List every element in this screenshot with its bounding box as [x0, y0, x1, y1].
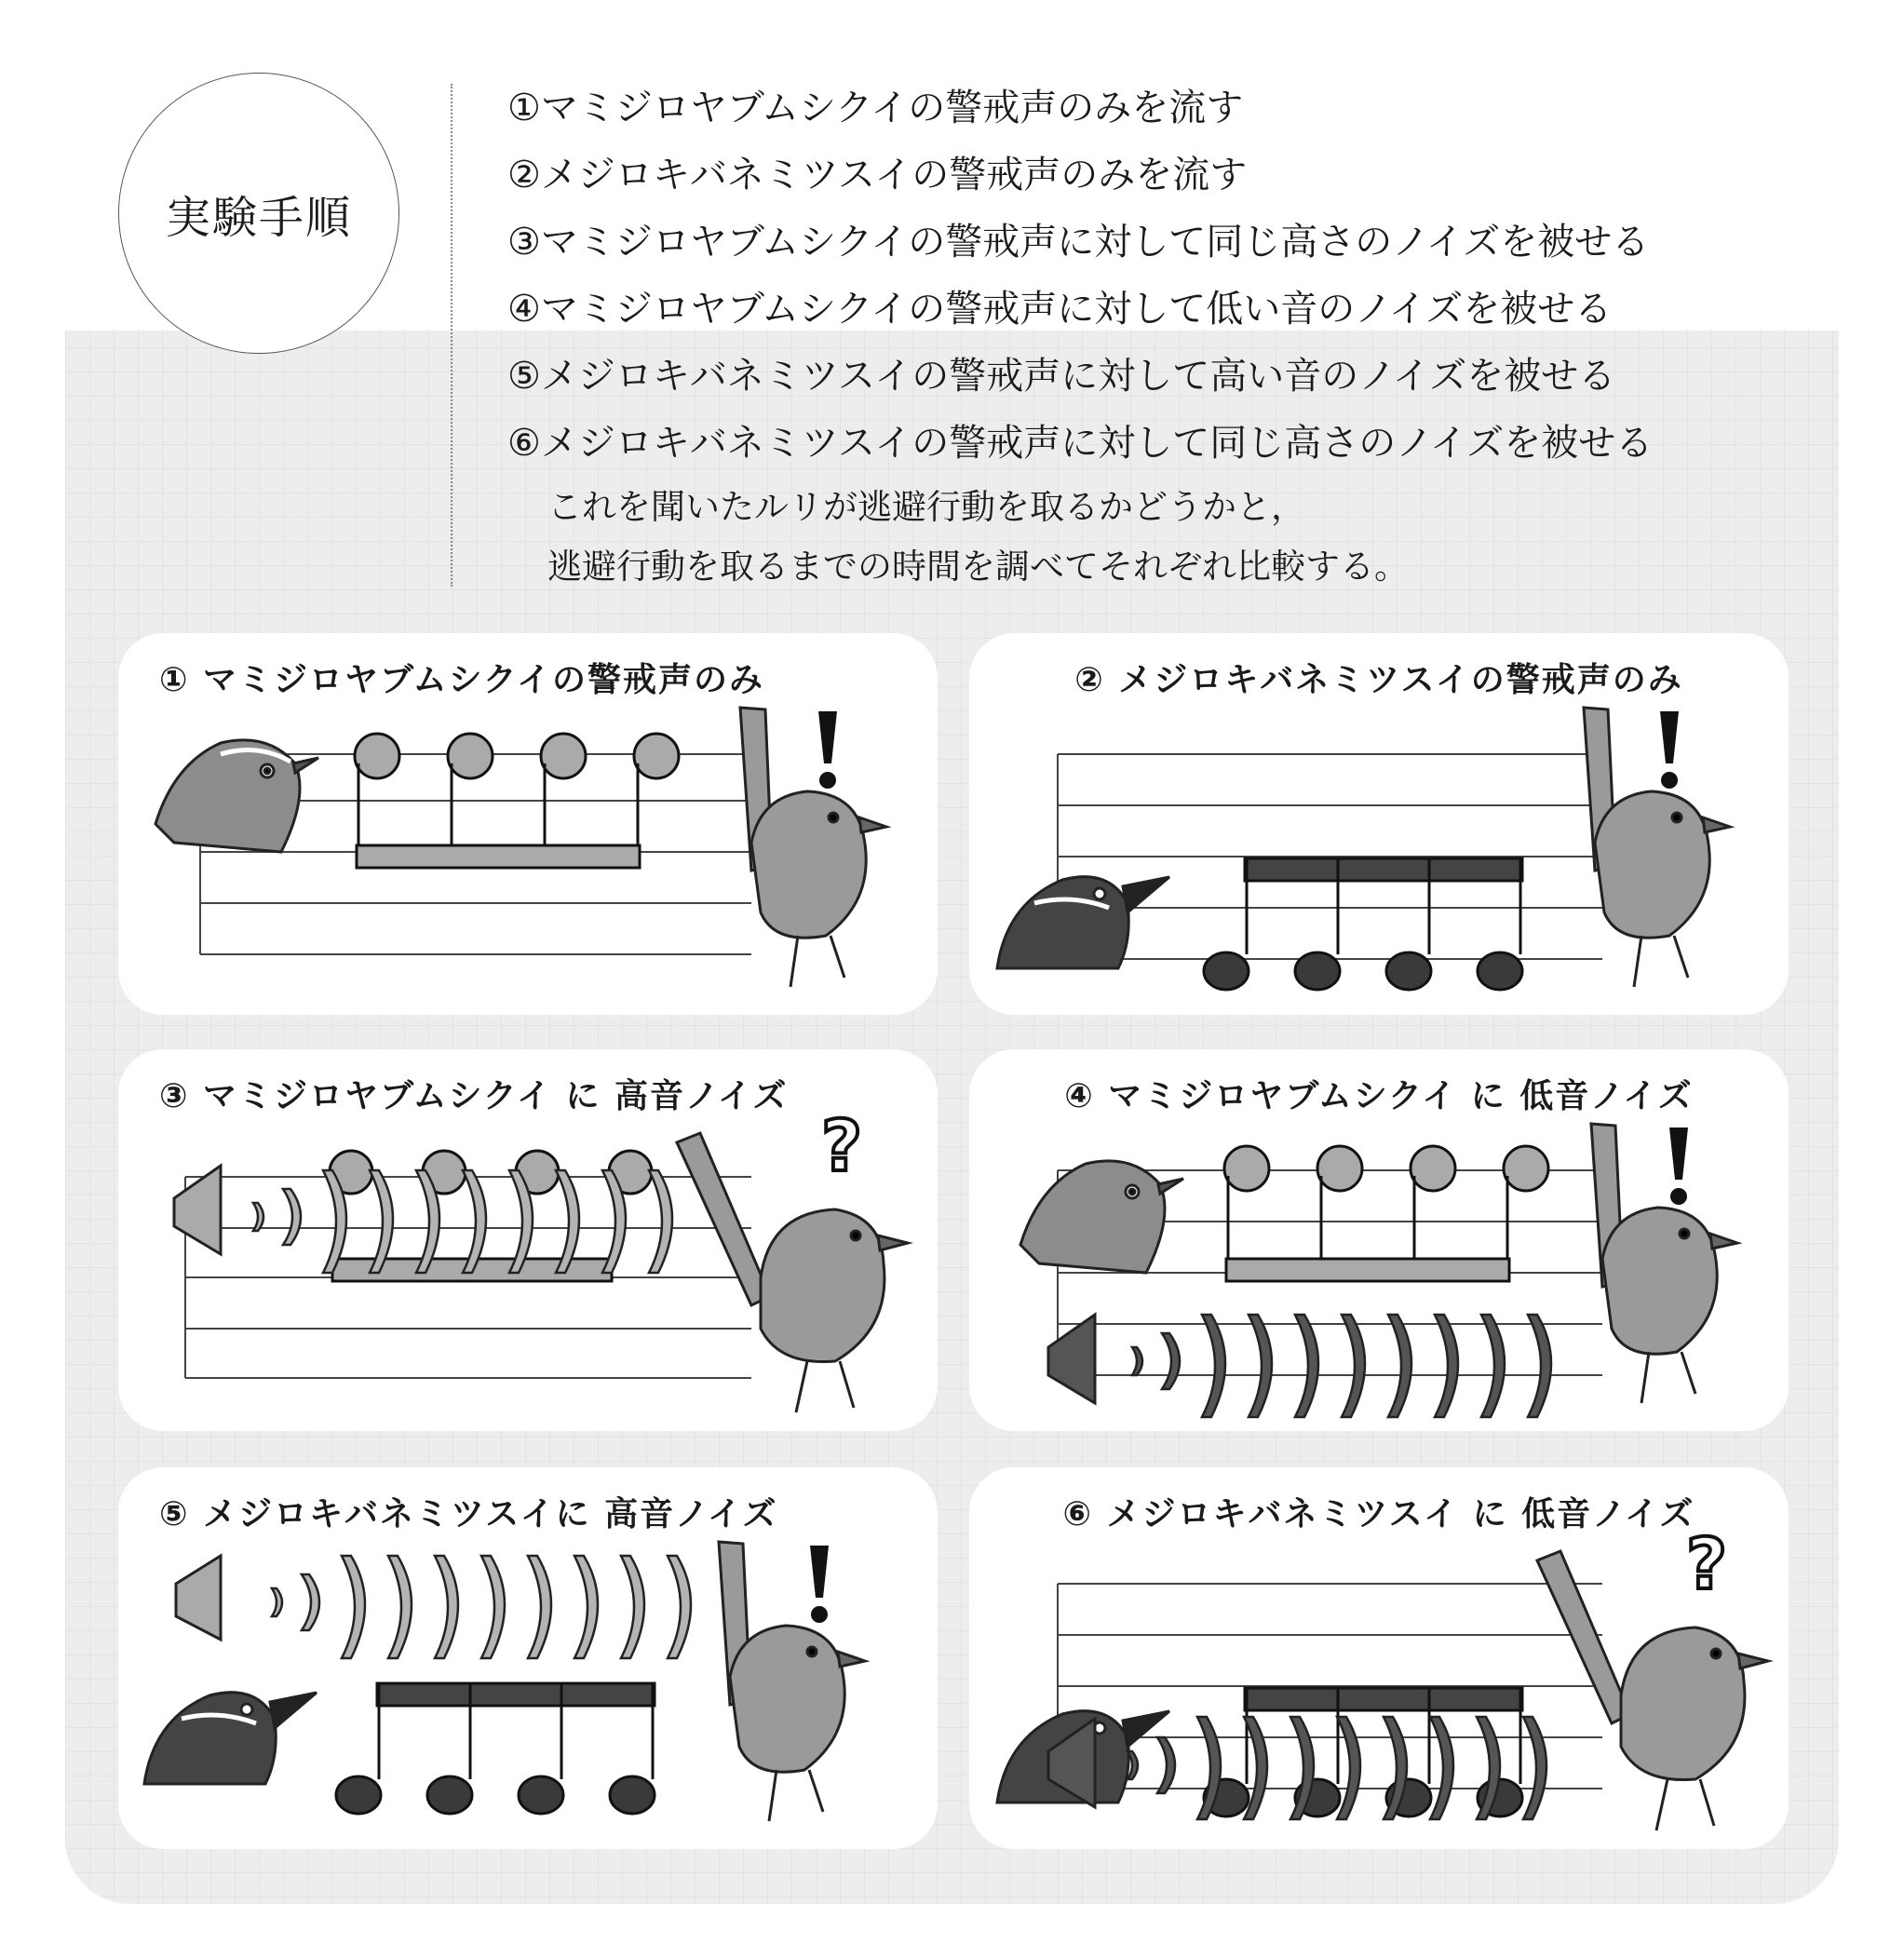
note-line-2: 逃避行動を取るまでの時間を調べてそれぞれ比較する。	[547, 547, 1409, 587]
speaker-icon	[176, 1556, 221, 1640]
panel-6	[969, 1467, 1789, 1849]
procedure-badge	[118, 73, 399, 354]
panel-title: ④ マミジロヤブムシクイ に 低音ノイズ	[1064, 1077, 1694, 1115]
panel-illustration	[969, 1467, 1789, 1849]
panel-3	[118, 1049, 938, 1431]
panel-title: ① マミジロヤブムシクイの警戒声のみ	[159, 661, 764, 699]
dark-notes	[1204, 858, 1522, 990]
step-6: ⑥メジロキバネミツスイの警戒声に対して同じ高さのノイズを被せる	[507, 422, 1654, 465]
fairy-wren-icon	[1591, 1124, 1737, 1403]
step-3: ③マミジロヤブムシクイの警戒声に対して同じ高さのノイズを被せる	[507, 221, 1650, 263]
panel-illustration	[118, 633, 938, 1015]
panel-4	[969, 1049, 1789, 1431]
panel-title: ③ マミジロヤブムシクイ に 高音ノイズ	[159, 1077, 789, 1115]
low-noise-waves	[1132, 1315, 1551, 1417]
panel-illustration	[118, 1049, 938, 1431]
fairy-wren-icon	[719, 1542, 865, 1821]
note-line-1: これを聞いたルリが逃避行動を取るかどうかと，	[547, 487, 1305, 527]
speaker-icon	[174, 1166, 221, 1254]
honeyeater-icon	[997, 877, 1169, 968]
exclamation-icon	[1660, 711, 1679, 789]
fairy-wren-icon	[1584, 708, 1730, 987]
panel-illustration	[118, 1467, 938, 1849]
panel-title: ② メジロキバネミツスイの警戒声のみ	[1074, 661, 1683, 699]
panel-title: ⑤ メジロキバネミツスイに 高音ノイズ	[159, 1495, 778, 1533]
step-list	[507, 74, 1811, 477]
panel-5	[118, 1467, 938, 1849]
step-4: ④マミジロヤブムシクイの警戒声に対して低い音のノイズを被せる	[507, 288, 1613, 331]
panel-illustration	[969, 633, 1789, 1015]
exclamation-icon	[1669, 1128, 1688, 1205]
fairy-wren-icon	[677, 1133, 908, 1412]
panel-2	[969, 633, 1789, 1015]
panel-title: ⑥ メジロキバネミツスイ に 低音ノイズ	[1062, 1495, 1695, 1533]
question-mark-icon: ?	[821, 1104, 863, 1187]
divider	[451, 84, 452, 587]
panel-1	[118, 633, 938, 1015]
exclamation-icon	[810, 1546, 829, 1623]
step-5: ⑤メジロキバネミツスイの警戒声に対して高い音のノイズを被せる	[507, 355, 1616, 398]
procedure-title: 実験手順	[165, 191, 352, 244]
step-2: ②メジロキバネミツスイの警戒声のみを流す	[507, 154, 1248, 196]
speaker-icon	[1048, 1315, 1095, 1403]
question-mark-icon: ?	[1686, 1522, 1728, 1605]
step-1: ①マミジロヤブムシクイの警戒声のみを流す	[507, 87, 1244, 129]
procedure-note	[547, 478, 1409, 597]
scrub-wren-icon	[155, 740, 318, 852]
exclamation-icon	[818, 711, 837, 789]
panel-illustration	[969, 1049, 1789, 1431]
fairy-wren-icon	[740, 708, 886, 987]
